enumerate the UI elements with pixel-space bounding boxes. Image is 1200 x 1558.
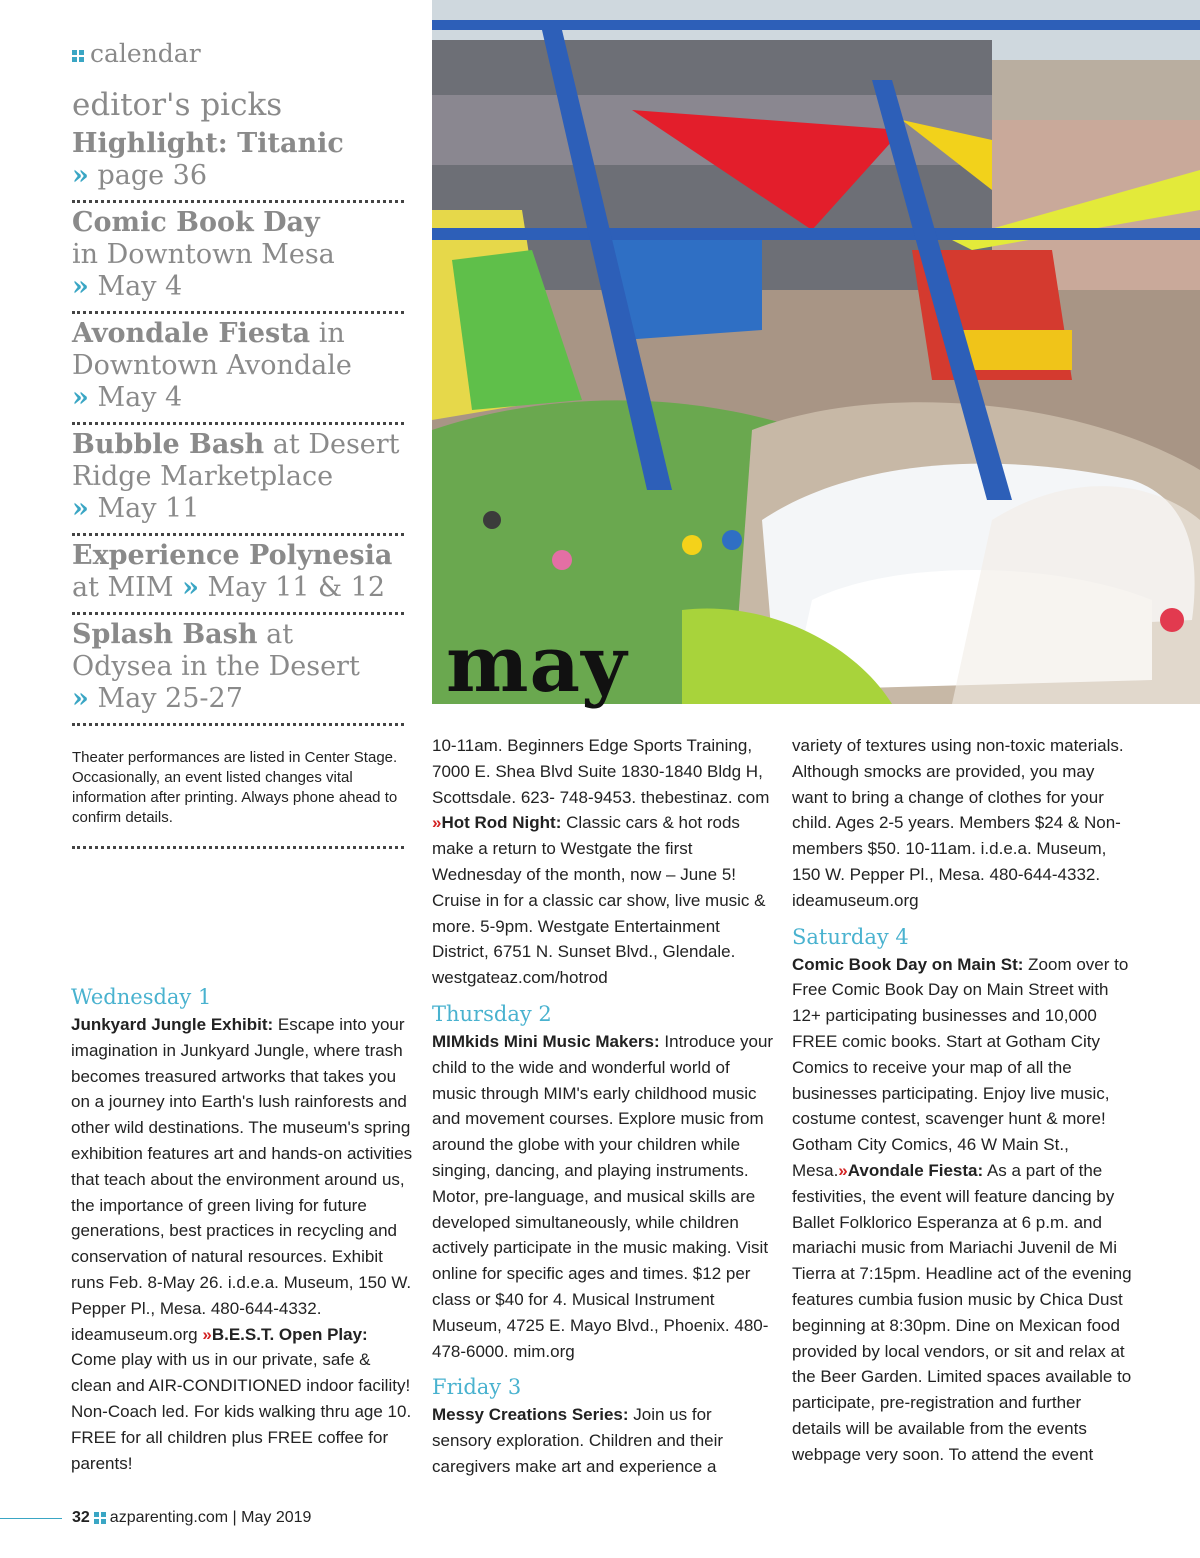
pick-item: [72, 425, 404, 536]
picks-list: [72, 124, 404, 726]
page-footer: [72, 1507, 311, 1529]
pick-title: Experience Polynesia: [72, 540, 393, 571]
event-listing: [71, 1012, 413, 1476]
pick-line: [72, 651, 404, 683]
pick-line: [72, 318, 404, 350]
pick-line: [72, 239, 404, 271]
pick-item: [72, 314, 404, 425]
pick-item: [72, 536, 404, 615]
pick-line: [72, 271, 404, 303]
pick-line: [72, 207, 404, 239]
arrow-icon: »: [72, 493, 89, 524]
pick-text: May 25-27: [88, 683, 243, 714]
listings-column-2: [432, 733, 774, 1480]
footer-separator: |: [232, 1509, 237, 1526]
squares-icon: [72, 50, 84, 62]
arrow-icon: »: [72, 271, 89, 302]
pick-title: Bubble Bash: [72, 429, 265, 460]
pick-text: at MIM: [72, 572, 183, 603]
event-text: Come play with us in our private, safe & clean and AIR-CONDITIONED indoor facility! Non-Coach led. For kids walking thru age 10. FREE for all children plus FREE coffee for parents!: [71, 1350, 412, 1473]
pick-item: [72, 203, 404, 314]
event-title: Junkyard Jungle Exhibit:: [71, 1015, 274, 1034]
pick-text: in: [310, 318, 345, 349]
pick-title: Splash Bash: [72, 619, 258, 650]
event-text: As a part of the festivities, the event will feature dancing by Ballet Folklorico Esperanza at 6 p.m. and mariachi music from Mariachi Juvenil de Mi Tierra at 7:15pm. Headline act of the evening features cumbia fusion music by Chica Dust beginning at 8:30pm. Dine on Mexican food provided by local vendors, or sit and relax at the Beer Garden. Limited spaces available to participate, pre-registration and further details will be available from the events webpage very soon. To attend the event: [792, 1160, 1132, 1464]
pick-line: [72, 350, 404, 382]
pick-title: Avondale Fiesta: [72, 318, 311, 349]
squares-icon: [94, 1512, 106, 1524]
site-name: azparenting.com: [109, 1509, 229, 1526]
event-title: B.E.S.T. Open Play:: [211, 1324, 368, 1344]
pick-line: [72, 493, 404, 525]
day-heading: Friday 3: [432, 1375, 522, 1400]
bubble-bash-photo: [432, 0, 1200, 704]
editors-picks-heading: editor's picks: [72, 87, 283, 123]
event-listing: [792, 733, 1134, 914]
pick-line: [72, 683, 404, 715]
pick-line: [72, 382, 404, 414]
arrow-icon: »: [72, 160, 89, 191]
event-text: Introduce your child to the wide and wonderful world of music through MIM's early childhood music and movement courses. Explore music from around the globe with your children while singing, dancing, and playing instruments. Motor, pre-language, and musical skills are developed simultaneously, while children actively participate in the music making. Visit online for specific ages and times. $12 per class or $40 for 4. Musical Instrument Museum, 4725 E. Mayo Blvd., Phoenix. 480-478-6000. mim.org: [432, 1031, 774, 1361]
month-overlay: may: [446, 619, 628, 710]
pick-item: [72, 124, 404, 203]
arrow-icon: »: [838, 1160, 848, 1180]
pick-text: at Desert: [264, 429, 400, 460]
event-listing: [432, 733, 774, 991]
pick-text: Downtown Avondale: [72, 350, 352, 381]
day-heading: Thursday 2: [432, 1001, 552, 1026]
pick-text: May 4: [88, 382, 183, 413]
footer-rule: [0, 1518, 62, 1519]
pick-text: at: [257, 619, 294, 650]
event-title: Comic Book Day on Main St:: [792, 954, 1024, 974]
pick-line: [72, 619, 404, 651]
event-listing: [432, 1402, 774, 1479]
event-text: Classic cars & hot rods make a return to Westgate the first Wednesday of the month, now – June 5! Cruise in for a classic car show, live music & more. 5-9pm. Westgate Entertainment District, 6751 N. Sunset Blvd., Glendale. westgateaz.com/hotrod: [432, 813, 766, 988]
event-listing: [792, 952, 1134, 1468]
pick-line: [72, 160, 404, 192]
event-title: MIMkids Mini Music Makers:: [432, 1031, 660, 1051]
pick-title: Comic Book Day: [72, 207, 320, 238]
event-text: Zoom over to Free Comic Book Day on Main Street with 12+ participating businesses and 10,000 FREE comic books. Start at Gotham City Comics to receive your map of all the businesses participating. Enjoy live music, costume contest, scavenger hunt & more! Gotham City Comics, 46 W Main St., Mesa.: [792, 954, 1129, 1180]
pick-text: May 4: [88, 271, 183, 302]
photo-illustration: [432, 0, 1200, 704]
event-listing: [432, 1029, 774, 1364]
pick-line: [72, 461, 404, 493]
arrow-icon: »: [202, 1324, 212, 1344]
pick-line: [72, 540, 404, 572]
pick-line: [72, 128, 404, 160]
arrow-icon: »: [182, 572, 199, 603]
event-title: Hot Rod Night:: [441, 813, 562, 833]
pick-text: Odysea in the Desert: [72, 651, 360, 682]
listings-column-3: [792, 733, 1134, 1468]
event-title: Avondale Fiesta:: [847, 1160, 984, 1180]
pick-text: in Downtown Mesa: [72, 239, 335, 270]
pick-date: May 11 & 12: [198, 572, 386, 603]
disclaimer-note: Theater performances are listed in Center Stage. Occasionally, an event listed changes vital information after printing. Always phone ahead to confirm details.: [72, 726, 404, 849]
event-text: Escape into your imagination in Junkyard Jungle, where trash becomes treasured artworks that takes you on a journey into Earth's lush rainforests and other wild destinations. The museum's spring exhibition features art and hands-on activities that teach about the environment around us, the importance of green living for future generations, best practices in recycling and conservation of natural resources. Exhibit runs Feb. 8-May 26. i.d.e.a. Museum, 150 W. Pepper Pl., Mesa. 480-644-4332. ideamuseum.org: [71, 1015, 413, 1344]
pick-text: page 36: [88, 160, 208, 191]
pick-item: [72, 615, 404, 726]
event-text: variety of textures using non-toxic materials. Although smocks are provided, you may want to bring a change of clothes for your child. Ages 2-5 years. Members $24 & Non-members $50. 10-11am. i.d.e.a. Museum, 150 W. Pepper Pl., Mesa. 480-644-4332. ideamuseum.org: [792, 736, 1124, 910]
event-title: Messy Creations Series:: [432, 1405, 629, 1425]
page-number: 32: [72, 1509, 90, 1526]
arrow-icon: »: [72, 683, 89, 714]
issue-date: May 2019: [241, 1509, 312, 1526]
arrow-icon: »: [72, 382, 89, 413]
day-heading: Wednesday 1: [71, 985, 212, 1009]
pick-line: [72, 572, 404, 604]
editors-picks-sidebar: [72, 36, 404, 849]
event-text: Join us for sensory exploration. Children and their caregivers make art and experience a: [432, 1405, 724, 1476]
event-text: 10-11am. Beginners Edge Sports Training, 7000 E. Shea Blvd Suite 1830-1840 Bldg H, Scottsdale. 623- 748-9453. thebestinaz. com: [432, 736, 770, 807]
arrow-icon: »: [432, 813, 442, 833]
listings-column-1: [71, 982, 413, 1476]
pick-line: [72, 429, 404, 461]
section-header: [72, 36, 404, 72]
pick-text: May 11: [88, 493, 200, 524]
pick-text: Ridge Marketplace: [72, 461, 334, 492]
section-label: calendar: [90, 39, 201, 68]
day-heading: Saturday 4: [792, 924, 909, 949]
pick-title: Highlight: Titanic: [72, 128, 344, 159]
